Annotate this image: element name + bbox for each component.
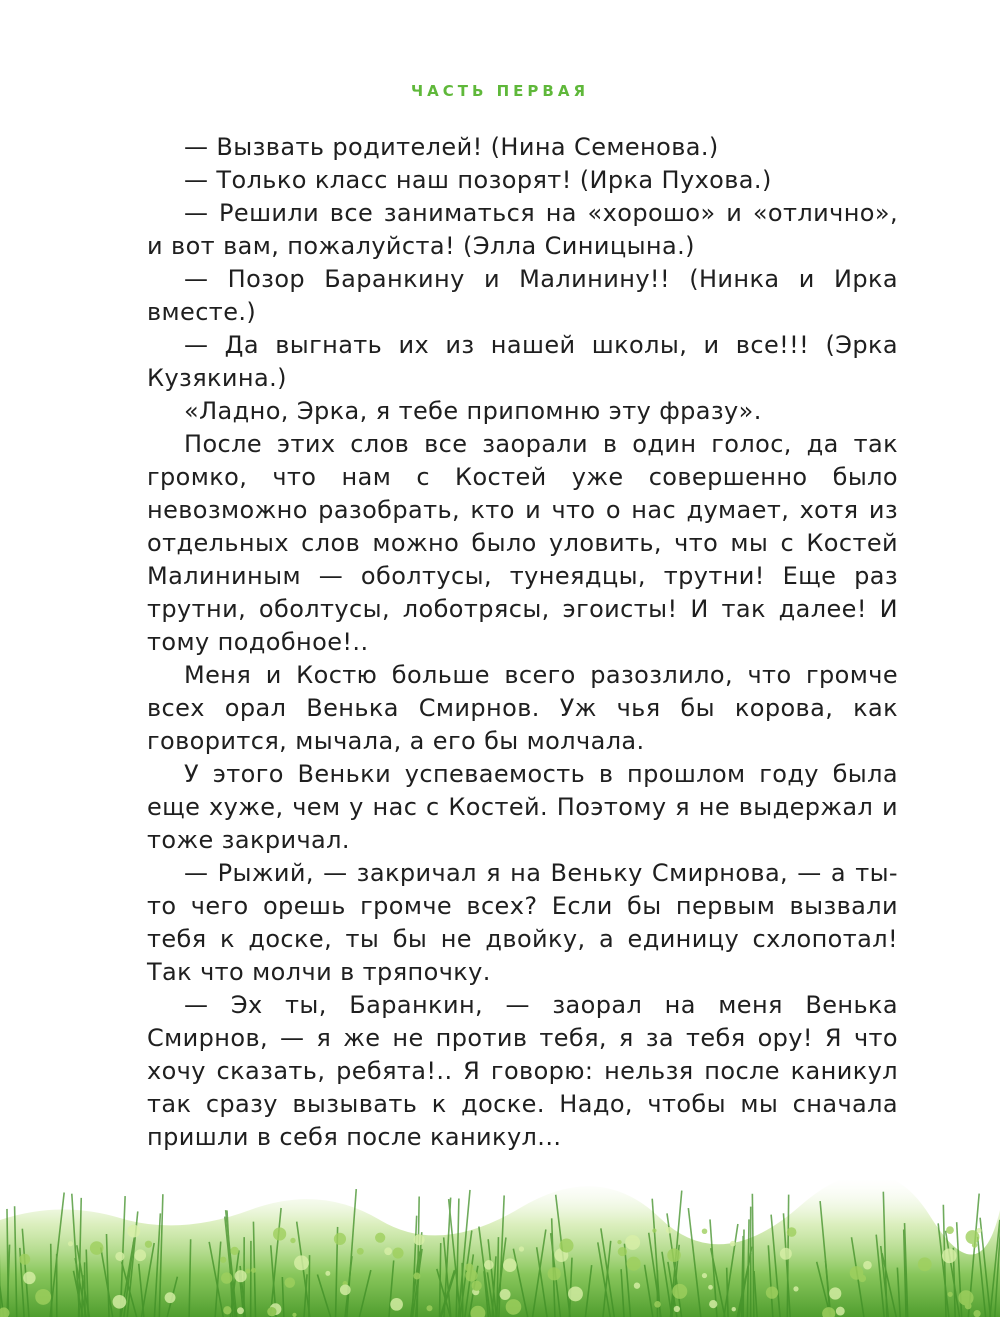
dew-drop <box>220 1257 226 1263</box>
dew-drop <box>948 1292 953 1297</box>
paragraph: У этого Веньки успеваемость в прошлом году была еще хуже, чем у нас с Костей. Поэтому я не выдержал и тоже закричал. <box>147 760 898 854</box>
dew-drop <box>863 1261 872 1270</box>
paragraph: — Рыжий, — закричал я на Веньку Смирнова, — а ты-то чего орешь громче всех? Если бы первым вызвали тебя к доске, ты бы не двойку, а единицу схлопотал! Так что молчи в тряпочку. <box>147 859 898 986</box>
dew-drop <box>519 1246 524 1251</box>
dew-drop <box>500 1289 511 1300</box>
dew-drop <box>23 1272 35 1284</box>
dew-drop <box>384 1247 392 1255</box>
paragraph: — Да выгнать их из нашей школы, и все!!! (Эрка Кузякина.) <box>147 331 898 392</box>
dew-drop <box>503 1258 517 1272</box>
dew-drop <box>221 1272 232 1283</box>
dew-drop <box>290 1238 295 1243</box>
dew-drop <box>793 1286 798 1291</box>
dew-drop <box>68 1241 73 1246</box>
dew-drop <box>465 1269 477 1281</box>
dew-drop <box>230 1247 238 1255</box>
dew-drop <box>617 1240 621 1244</box>
dew-drop <box>966 1230 980 1244</box>
dew-drop <box>958 1290 973 1305</box>
dew-drop <box>484 1260 494 1270</box>
dew-drop <box>672 1284 687 1299</box>
paragraph: — Позор Баранкину и Малинину!! (Нинка и Ирка вместе.) <box>147 265 898 326</box>
dew-drop <box>165 1292 176 1303</box>
dew-drop <box>559 1239 573 1253</box>
dew-drop <box>627 1257 641 1271</box>
dew-drop <box>472 1281 482 1291</box>
dew-drop <box>965 1303 972 1310</box>
paragraph: — Только класс наш позорят! (Ирка Пухова.) <box>184 166 772 194</box>
dew-drop <box>237 1307 244 1314</box>
dew-drop <box>145 1241 152 1248</box>
dew-drop <box>334 1233 346 1245</box>
dew-drop <box>618 1247 627 1256</box>
grass-blade <box>743 1230 744 1317</box>
dew-drop <box>357 1248 364 1255</box>
paragraph: — Вызвать родителей! (Нина Семенова.) <box>184 133 719 161</box>
dew-drop <box>273 1227 286 1240</box>
dew-drop <box>413 1273 420 1280</box>
dew-drop <box>267 1307 276 1316</box>
dew-drop <box>390 1298 403 1311</box>
paragraph: Меня и Костю больше всего разозлило, что громче всех орал Венька Смирнов. Уж чья бы корова, как говорится, мычала, а его бы молчала. <box>147 661 898 755</box>
dew-drop <box>625 1235 640 1250</box>
dew-drop <box>946 1226 954 1234</box>
dew-drop <box>942 1249 957 1264</box>
dew-drop <box>426 1305 432 1311</box>
dew-drop <box>246 1269 251 1274</box>
dew-drop <box>836 1307 845 1316</box>
dew-drop <box>730 1241 736 1247</box>
dew-drop <box>666 1227 672 1233</box>
dew-drop <box>285 1277 296 1288</box>
dew-drop <box>918 1257 932 1271</box>
paragraph: После этих слов все заорали в один голос, да так громко, что нам с Костей уже совершенно было невозможно разобрать, кто и что о нас думает, хотя из отдельных слов можно было уловить, что мы с Костей Малининым — оболтусы, тунеядцы, трутни! Еще раз трутни, оболтусы, лоботрясы, эгоисты! И так далее! И тому подобное!.. <box>147 430 898 656</box>
dew-drop <box>19 1254 30 1265</box>
dew-drop <box>134 1249 146 1261</box>
grass-blade <box>51 1244 52 1317</box>
dew-drop <box>548 1267 561 1280</box>
dew-drop <box>652 1229 656 1233</box>
dew-drop <box>780 1248 792 1260</box>
running-title: ЧАСТЬ ПЕРВАЯ <box>410 82 589 100</box>
dew-drop <box>829 1287 841 1299</box>
dew-drop <box>506 1299 522 1315</box>
dew-drop <box>787 1227 797 1237</box>
dew-drop <box>654 1301 661 1308</box>
dew-drop <box>702 1273 707 1278</box>
dew-drop <box>340 1284 351 1295</box>
dew-drop <box>674 1306 680 1312</box>
paragraph: «Ладно, Эрка, я тебе припомню эту фразу». <box>184 397 762 425</box>
grass-blade <box>462 1263 463 1317</box>
dew-drop <box>414 1234 425 1245</box>
dew-drop <box>375 1233 385 1243</box>
dew-drop <box>766 1286 778 1298</box>
dew-drop <box>709 1300 717 1308</box>
dew-drop <box>235 1270 247 1282</box>
dew-drop <box>973 1310 980 1317</box>
dew-drop <box>667 1248 681 1262</box>
body-text <box>147 131 898 1154</box>
dew-drop <box>90 1241 104 1255</box>
dew-drop <box>702 1228 708 1234</box>
paragraph: — Эх ты, Баранкин, — заорал на меня Венька Смирнов, — я же не против тебя, я за тебя ору! Я что хочу сказать, ребята!.. Я говорю: нельзя после каникул так сразу вызывать к доске. Надо, чтобы мы сначала пришли в себя после каникул... <box>147 991 898 1151</box>
dew-drop <box>294 1255 309 1270</box>
dew-drop <box>392 1247 403 1258</box>
grass-illustration <box>0 1180 1000 1317</box>
dew-drop <box>292 1313 296 1317</box>
dew-drop <box>325 1271 330 1276</box>
dew-drop <box>35 1289 51 1305</box>
paragraph: — Решили все заниматься на «хорошо» и «отлично», и вот вам, пожалуйста! (Элла Синицына.) <box>147 199 898 260</box>
dew-drop <box>113 1295 127 1309</box>
dew-drop <box>708 1285 713 1290</box>
dew-drop <box>732 1307 736 1311</box>
dew-drop <box>251 1268 256 1273</box>
dew-drop <box>972 1242 977 1247</box>
dew-drop <box>634 1282 640 1288</box>
dew-drop <box>568 1286 583 1301</box>
dew-drop <box>127 1225 140 1238</box>
dew-drop <box>223 1306 231 1314</box>
dew-drop <box>850 1266 864 1280</box>
dew-drop <box>115 1252 124 1261</box>
